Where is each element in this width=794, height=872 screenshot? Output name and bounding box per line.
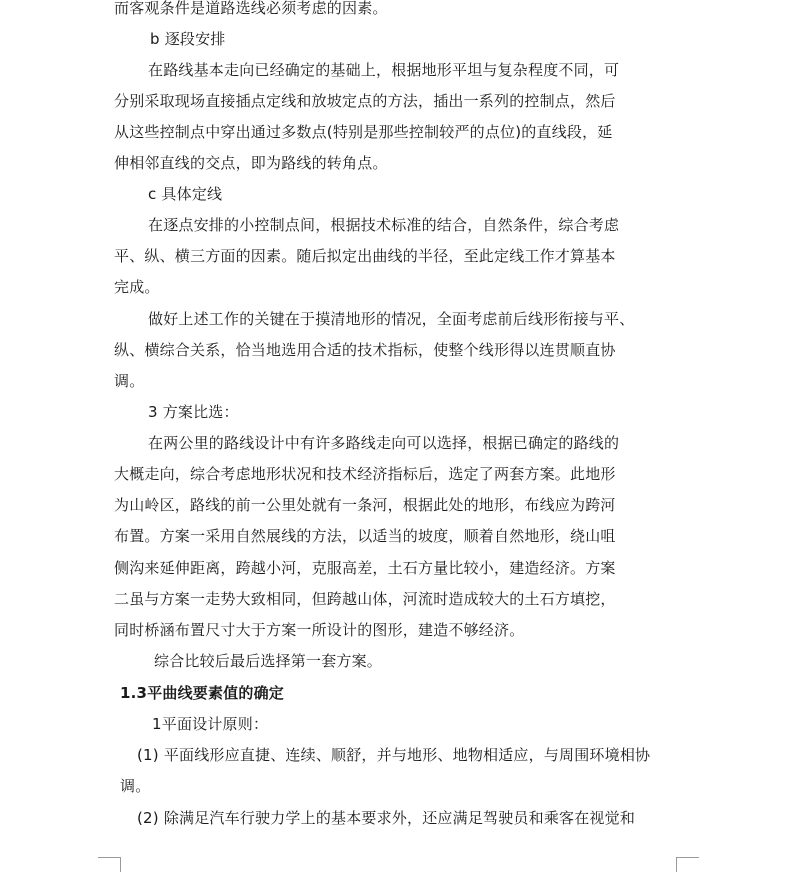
text-line: 大概走向，综合考虑地形状况和技术经济指标后，选定了两套方案。此地形 [114, 465, 616, 483]
subsection-heading: 1平面设计原则： [152, 715, 269, 733]
text-line: 同时桥涵布置尺寸大于方案一所设计的图形，建造不够经济。 [114, 621, 525, 639]
list-item: (1) 平面线形应直捷、连续、顺舒，并与地形、地物相适应，与周围环境相协 [137, 746, 651, 764]
text-line: 为山岭区，路线的前一公里处就有一条河，根据此处的地形，布线应为跨河 [114, 496, 616, 514]
section-heading-b: b 逐段安排 [150, 30, 226, 48]
text-line: 布置。方案一采用自然展线的方法，以适当的坡度，顺着自然地形，绕山咀 [114, 527, 616, 545]
text-line: 在路线基本走向已经确定的基础上，根据地形平坦与复杂程度不同，可 [148, 61, 620, 79]
section-heading-c: c 具体定线 [148, 185, 223, 203]
text-line: 纵、横综合关系，恰当地选用合适的技术指标，使整个线形得以连贯顺直协 [114, 341, 616, 359]
text-line: 平、纵、横三方面的因素。随后拟定出曲线的半径，至此定线工作才算基本 [114, 247, 616, 265]
text-line: 在逐点安排的小控制点间，根据技术标准的结合，自然条件，综合考虑 [148, 216, 620, 234]
text-line: 调。 [114, 372, 145, 390]
page-corner-mark-left [98, 857, 121, 872]
section-heading-3: 3 方案比选： [148, 403, 239, 421]
text-line: 分别采取现场直接插点定线和放坡定点的方法，插出一系列的控制点，然后 [114, 92, 616, 110]
text-line: 侧沟来延伸距离，跨越小河，克服高差，土石方量比较小，建造经济。方案 [114, 559, 616, 577]
text-line: 伸相邻直线的交点，即为路线的转角点。 [114, 154, 388, 172]
text-line: 从这些控制点中穿出通过多数点(特别是那些控制较严的点位)的直线段，延 [114, 123, 613, 141]
text-line: 在两公里的路线设计中有许多路线走向可以选择，根据已确定的路线的 [148, 434, 620, 452]
list-item: (2) 除满足汽车行驶力学上的基本要求外，还应满足驾驶员和乘客在视觉和 [137, 809, 636, 827]
section-heading-1-3: 1.3平曲线要素值的确定 [120, 684, 284, 702]
text-line: 做好上述工作的关键在于摸清地形的情况，全面考虑前后线形衔接与平、 [148, 310, 635, 328]
text-line: 完成。 [114, 278, 160, 296]
text-line: 二虽与方案一走势大致相同，但跨越山体，河流时造成较大的土石方填挖， [114, 590, 616, 608]
page-corner-mark-right [676, 857, 699, 872]
text-line: 而客观条件是道路选线必须考虑的因素。 [114, 0, 388, 17]
text-line: 调。 [120, 777, 151, 795]
text-line: 综合比较后最后选择第一套方案。 [154, 652, 383, 670]
